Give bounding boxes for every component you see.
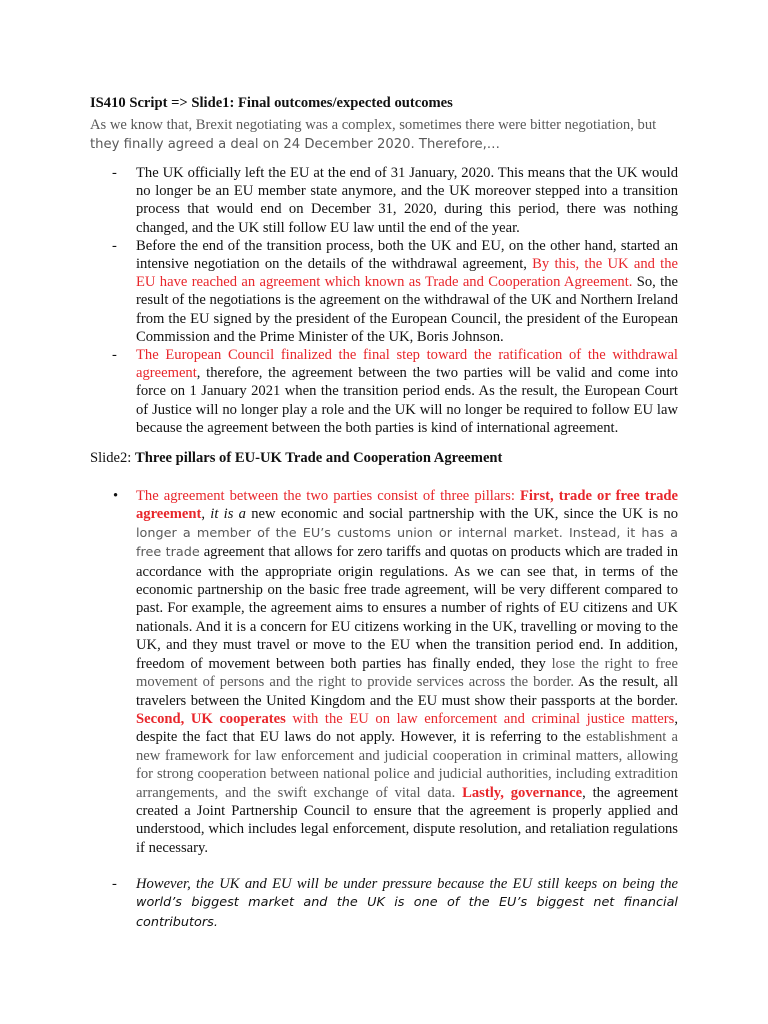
pillars-list: [90, 487, 678, 857]
slide2-heading: [90, 449, 678, 467]
title-suffix: : Final outcomes/expected outcomes: [229, 95, 453, 111]
intro-line-1: As we know that, Brexit negotiating was a complex, sometimes there were bitter negotiation, but: [90, 117, 657, 133]
pillar-3-text: , the agreement created a Joint Partnership Council to ensure that the agreement is properly applied and understood, which includes legal enforcement, dispute resolution, and retaliation regulations if necessary.: [136, 784, 679, 856]
point-2-highlight: By this, the UK and the EU have reached an agreement which known as Trade and Cooperation Agreement.: [136, 256, 678, 291]
title-prefix: IS410 Script => Slide1: [90, 95, 230, 111]
closing-serif-text: However, the UK and EU will be under pressure because the EU still keeps on being the: [136, 876, 678, 893]
slide1-point-1: [90, 164, 678, 237]
slide1-list: [90, 164, 678, 437]
point-2-text-b: So, the result of the negotiations is the agreement on the withdrawal of the UK and Northern Ireland from the EU signed by the president of the European Council, the president of the European Commission and the Prime Minister of the UK, Boris Johnson.: [136, 274, 679, 345]
point-2-text-a: Before the end of the transition process, both the UK and EU, on the other hand, started an intensive negotiation on the details of the withdrawal agreement,: [136, 237, 678, 273]
pillar-2-label: Second, UK cooperates: [136, 710, 286, 727]
pillar-2-highlight: with the EU on law enforcement and criminal justice matters: [285, 710, 675, 727]
pillar-1-comma: ,: [201, 506, 211, 523]
pillar-1-text-b: agreement that allows for zero tariffs and quotas on products which are traded in accordance with the appropriate origin regulations. As we can see that, in terms of the economic partnership on the basic free trade agreement, will be very different compared to past. For example, the agreement aims to ensures a number of rights of EU citizens and UK nationals. And it is a concern for EU citizens working in the UK, travelling or moving to the UK, and they must travel or move to the EU when the transition period end. In addition, freedom of movement between both parties has finally ended, they: [136, 544, 678, 672]
point-3-highlight: The European Council finalized the final step toward the ratification of the withdrawal agreement: [136, 347, 678, 382]
closing-point: [90, 875, 678, 932]
pillar-1-sans-line: longer a member of the EU’s customs union or internal market. Instead, it has a free trade: [136, 525, 678, 561]
slide1-point-2: [90, 237, 678, 346]
pillar-2-text-a: , despite the fact that EU laws do not apply. However, it is referring to the: [136, 710, 678, 746]
pillars-paragraph: [90, 487, 678, 857]
pillar-3-label: Lastly, governance: [462, 784, 583, 801]
pillar-1-text-c: As the result, all travelers between the United Kingdom and the EU must show their passports at the border.: [136, 674, 678, 709]
intro-line-2: they finally agreed a deal on 24 December 2020. Therefore,…: [90, 137, 500, 152]
closing-sans-text: world’s biggest market and the UK is one of the EU’s biggest net financial contributors.: [136, 895, 678, 930]
pillars-intro: The agreement between the two parties consist of three pillars:: [136, 488, 520, 505]
point-1-text: The UK officially left the EU at the end of 31 January, 2020. This means that the UK would no longer be an EU member state anymore, and the UK moreover stepped into a transition process that would end on December 31, 2020, during this period, there was nothing changed, and the UK still follow EU law until the end of the year.: [136, 165, 678, 236]
pillar-1-italic: it is a: [210, 506, 246, 523]
slide2-title: Three pillars of EU-UK Trade and Cooperation Agreement: [135, 450, 503, 467]
pillar-1-text-a: new economic and social partnership with the UK, since the UK is no: [245, 506, 679, 523]
pillar-1-label: First, trade or free trade agreement: [136, 488, 678, 523]
page-title: [90, 94, 678, 112]
closing-list: [90, 875, 678, 932]
intro-paragraph: [90, 116, 678, 154]
slide1-point-3: [90, 346, 678, 437]
pillar-1-gray-text: lose the right to free movement of persons and the right to provide services across the border.: [136, 655, 678, 691]
slide2-prefix: Slide2:: [90, 450, 135, 467]
point-3-text: , therefore, the agreement between the two parties will be valid and come into force on 1 January 2021 when the transition period ends. As the result, the European Court of Justice will no longer play a role and the UK will no longer be required to follow EU law because the agreement between the both parties is kind of international agreement.: [136, 365, 678, 436]
pillar-2-gray-text: establishment a new framework for law enforcement and judicial cooperation in criminal matters, allowing for strong cooperation between national police and judicial authorities, including extradition arrangements, and the swift exchange of vital data.: [136, 729, 678, 801]
